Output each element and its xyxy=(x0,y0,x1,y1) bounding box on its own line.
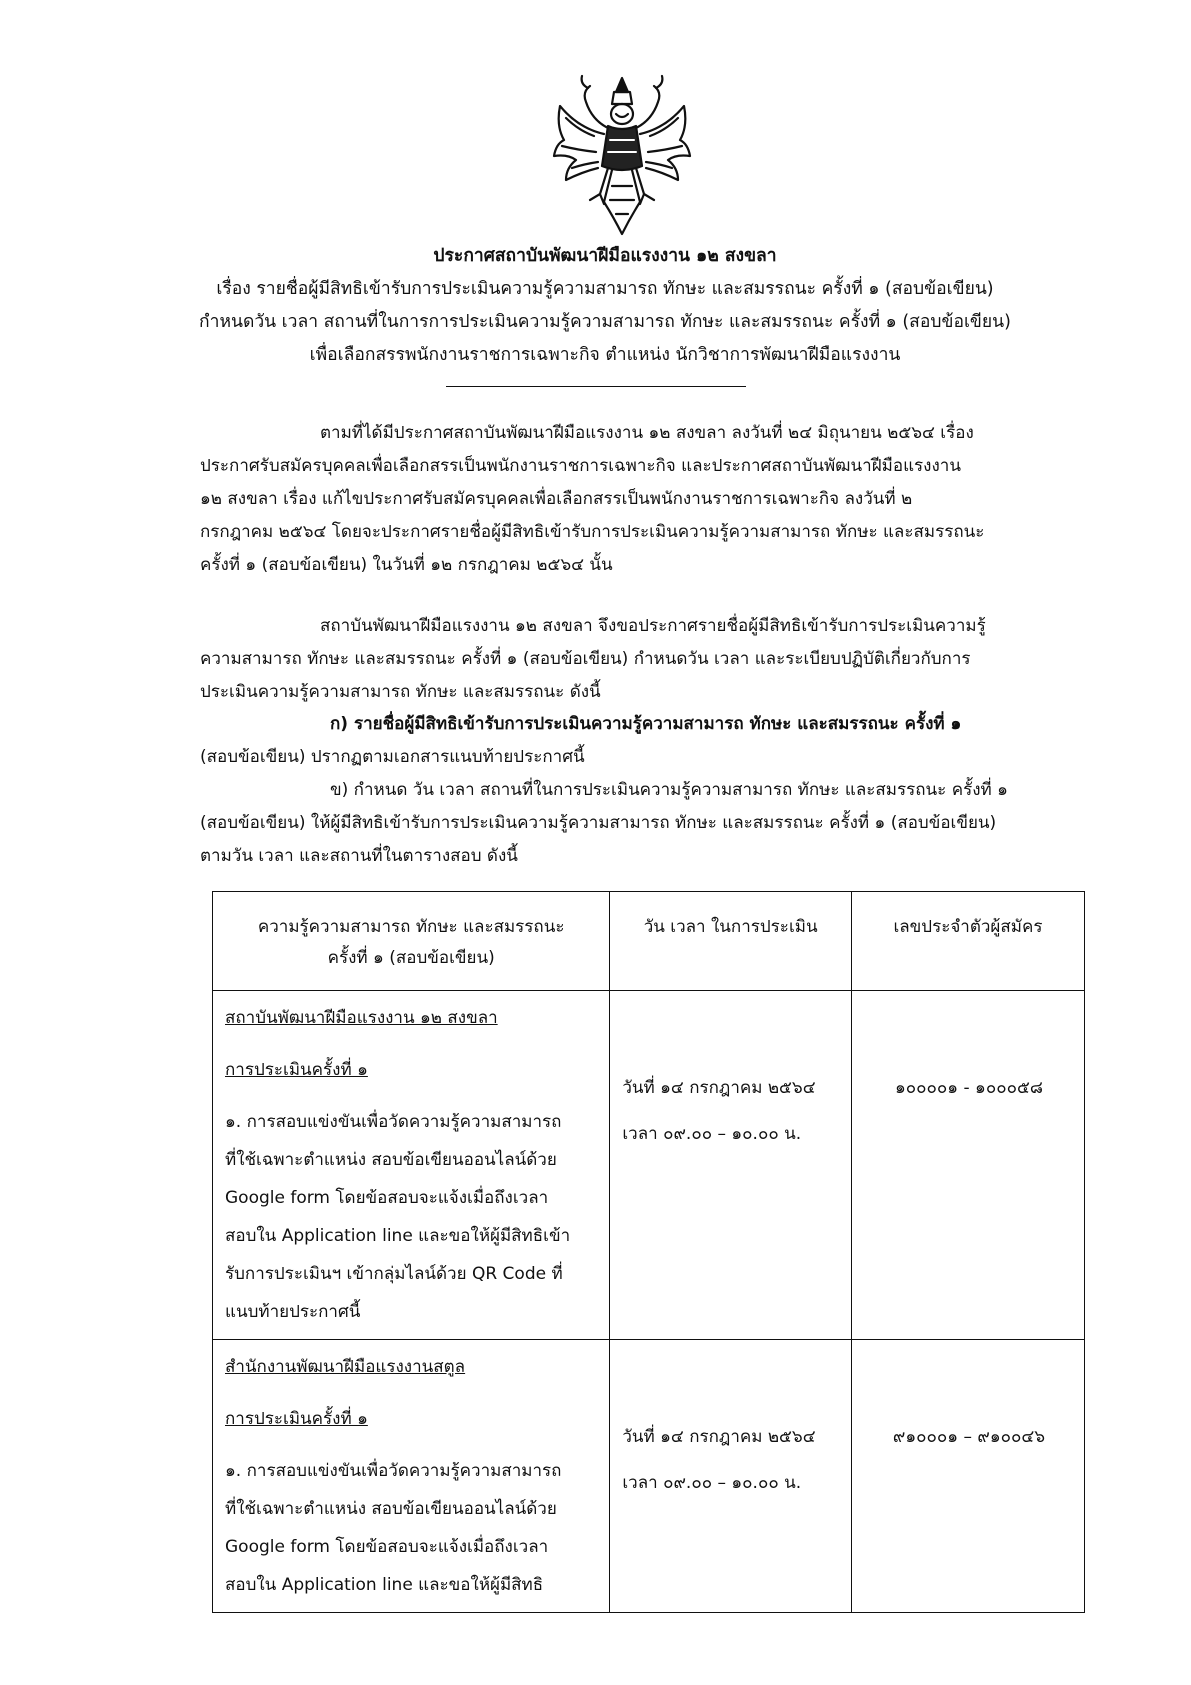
round-label: การประเมินครั้งที่ ๑ xyxy=(225,1060,368,1080)
exam-schedule-table xyxy=(212,891,1085,1613)
detail-line: Google form โดยข้อสอบจะแจ้งเมื่อถึงเวลา xyxy=(225,1188,549,1208)
applicant-range-cell xyxy=(851,1340,1084,1613)
column-header-applicant-id: เลขประจำตัวผู้สมัคร xyxy=(851,892,1084,991)
applicant-id-range: ๑๐๐๐๐๑ - ๑๐๐๐๕๘ xyxy=(895,1078,1043,1098)
subject-line: เรื่อง รายชื่อผู้มีสิทธิเข้ารับการประเมินความรู้ความสามารถ ทักษะ และสมรรถนะ ครั้งที่ ๑ (สอบข้อเขียน) xyxy=(216,279,994,299)
item-b-line: (สอบข้อเขียน) ให้ผู้มีสิทธิเข้ารับการประเมินความรู้ความสามารถ ทักษะ และสมรรถนะ ครั้งที่ ๑ (สอบข้อเขียน) xyxy=(200,813,997,833)
center-name: สถาบันพัฒนาฝีมือแรงงาน ๑๒ สงขลา xyxy=(225,1008,498,1028)
paragraph-line: ครั้งที่ ๑ (สอบข้อเขียน) ในวันที่ ๑๒ กรกฎาคม ๒๕๖๔ นั้น xyxy=(200,555,613,575)
header-divider xyxy=(446,386,746,387)
paragraph-line: ๑๒ สงขลา เรื่อง แก้ไขประกาศรับสมัครบุคคลเพื่อเลือกสรรเป็นพนักงานราชการเฉพาะกิจ ลงวันที่ ๒ xyxy=(200,489,913,509)
detail-line: ที่ใช้เฉพาะตำแหน่ง สอบข้อเขียนออนไลน์ด้วย xyxy=(225,1150,557,1170)
detail-line: สอบใน Application line และขอให้ผู้มีสิทธิเข้า xyxy=(225,1226,571,1246)
column-header-assessment xyxy=(213,892,610,991)
table-row xyxy=(213,1340,1085,1613)
table-row xyxy=(213,991,1085,1340)
paragraph-line: สถาบันพัฒนาฝีมือแรงงาน ๑๒ สงขลา จึงขอประกาศรายชื่อผู้มีสิทธิเข้ารับการประเมินความรู้ xyxy=(320,616,986,636)
schedule-line: กำหนดวัน เวลา สถานที่ในการการประเมินความรู้ความสามารถ ทักษะ และสมรรถนะ ครั้งที่ ๑ (สอบข้อเขียน) xyxy=(199,312,1011,332)
column-header-datetime: วัน เวลา ในการประเมิน xyxy=(610,892,852,991)
paragraph-line: ความสามารถ ทักษะ และสมรรถนะ ครั้งที่ ๑ (สอบข้อเขียน) กำหนดวัน เวลา และระเบียบปฏิบัติเกี่ยวกับการ xyxy=(200,649,971,669)
detail-line: แนบท้ายประกาศนี้ xyxy=(225,1302,361,1322)
announcement-title: ประกาศสถาบันพัฒนาฝีมือแรงงาน ๑๒ สงขลา xyxy=(433,246,777,266)
detail-line: สอบใน Application line และขอให้ผู้มีสิทธิ xyxy=(225,1575,544,1595)
exam-date: วันที่ ๑๔ กรกฎาคม ๒๕๖๔ xyxy=(622,1427,816,1447)
exam-time: เวลา ๐๙.๐๐ – ๑๐.๐๐ น. xyxy=(622,1473,802,1493)
item-b-line: ข) กำหนด วัน เวลา สถานที่ในการประเมินความรู้ความสามารถ ทักษะ และสมรรถนะ ครั้งที่ ๑ xyxy=(330,780,1008,800)
center-name: สำนักงานพัฒนาฝีมือแรงงานสตูล xyxy=(225,1357,466,1377)
applicant-range-cell xyxy=(851,991,1084,1340)
paragraph-line: ประเมินความรู้ความสามารถ ทักษะ และสมรรถนะ ดังนี้ xyxy=(200,682,601,702)
detail-line: Google form โดยข้อสอบจะแจ้งเมื่อถึงเวลา xyxy=(225,1537,549,1557)
datetime-cell xyxy=(610,1340,852,1613)
exam-date: วันที่ ๑๔ กรกฎาคม ๒๕๖๔ xyxy=(622,1078,816,1098)
announcement-header xyxy=(170,240,1040,372)
announcement-paragraph xyxy=(200,610,1055,709)
applicant-id-range: ๙๑๐๐๐๑ – ๙๑๐๐๔๖ xyxy=(892,1427,1046,1447)
round-label: การประเมินครั้งที่ ๑ xyxy=(225,1409,368,1429)
paragraph-line: ตามที่ได้มีประกาศสถาบันพัฒนาฝีมือแรงงาน ๑๒ สงขลา ลงวันที่ ๒๔ มิถุนายน ๒๕๖๔ เรื่อง xyxy=(320,423,974,443)
exam-time: เวลา ๐๙.๐๐ – ๑๐.๐๐ น. xyxy=(622,1124,802,1144)
item-a-text: (สอบข้อเขียน) ปรากฏตามเอกสารแนบท้ายประกาศนี้ xyxy=(200,747,585,767)
column-header-line: ความรู้ความสามารถ ทักษะ และสมรรถนะ xyxy=(257,917,565,937)
datetime-cell xyxy=(610,991,852,1340)
announcement-items xyxy=(200,708,1060,873)
assessment-cell xyxy=(213,1340,610,1613)
paragraph-line: ประกาศรับสมัครบุคคลเพื่อเลือกสรรเป็นพนักงานราชการเฉพาะกิจ และประกาศสถาบันพัฒนาฝีมือแรงงาน xyxy=(200,456,961,476)
paragraph-line: กรกฎาคม ๒๕๖๔ โดยจะประกาศรายชื่อผู้มีสิทธิเข้ารับการประเมินความรู้ความสามารถ ทักษะ และสมรรถนะ xyxy=(200,522,985,542)
item-a-heading: ก) รายชื่อผู้มีสิทธิเข้ารับการประเมินความรู้ความสามารถ ทักษะ และสมรรถนะ ครั้งที่ ๑ xyxy=(330,714,962,734)
detail-line: รับการประเมินฯ เข้ากลุ่มไลน์ด้วย QR Code ที่ xyxy=(225,1264,563,1284)
column-header-line: ครั้งที่ ๑ (สอบข้อเขียน) xyxy=(327,948,495,968)
detail-line: ที่ใช้เฉพาะตำแหน่ง สอบข้อเขียนออนไลน์ด้วย xyxy=(225,1499,557,1519)
detail-line: ๑. การสอบแข่งขันเพื่อวัดความรู้ความสามารถ xyxy=(225,1112,562,1132)
intro-paragraph xyxy=(200,417,1055,582)
table-header-row xyxy=(213,892,1085,991)
item-b-line: ตามวัน เวลา และสถานที่ในตารางสอบ ดังนี้ xyxy=(200,846,518,866)
detail-line: ๑. การสอบแข่งขันเพื่อวัดความรู้ความสามารถ xyxy=(225,1461,562,1481)
garuda-emblem-icon xyxy=(542,70,702,240)
position-line: เพื่อเลือกสรรพนักงานราชการเฉพาะกิจ ตำแหน่ง นักวิชาการพัฒนาฝีมือแรงงาน xyxy=(309,345,901,365)
assessment-cell xyxy=(213,991,610,1340)
